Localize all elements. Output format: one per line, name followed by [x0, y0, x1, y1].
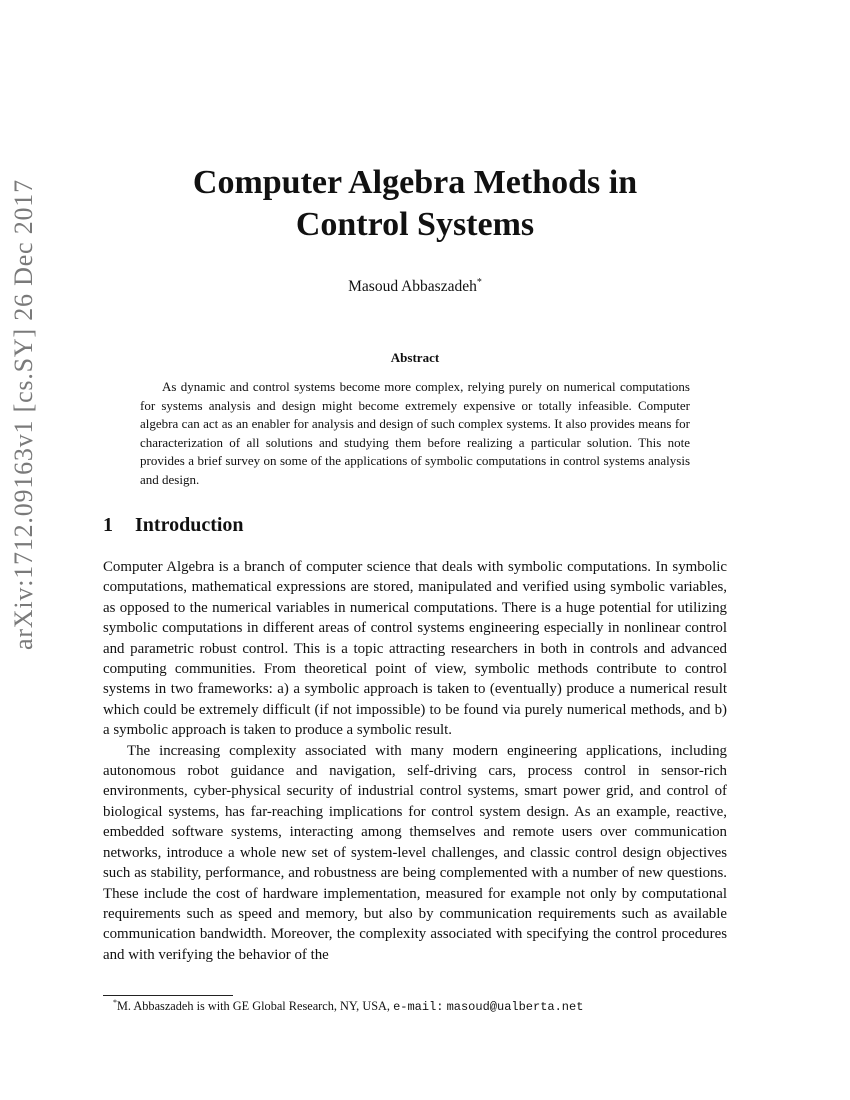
author-name: Masoud Abbaszadeh: [348, 278, 477, 296]
section-heading: [103, 514, 244, 537]
abstract-heading: Abstract: [390, 350, 440, 365]
paper-title: [0, 162, 830, 246]
footnote-divider: [103, 995, 233, 996]
footnote-text: M. Abbaszadeh is with GE Global Research, NY, USA,: [117, 999, 390, 1014]
author-line: [0, 277, 830, 296]
footnote-mark: *: [113, 998, 117, 1007]
body-text: [103, 557, 727, 965]
footnote: [113, 998, 583, 1014]
footnote-email-label: e-mail:: [393, 1000, 444, 1015]
body-paragraph-2: The increasing complexity associated with many modern engineering applications, including autonomous robot guidance and navigation, self-driving cars, process control in sensor-rich environments, cyber-physical security of industrial control systems, smart power grid, and control of biological systems, has far-reaching implications for control system design. As an example, reactive, embedded software systems, interacting among themselves and remote users over communication networks, introduce a whole new set of system-level challenges, and classic control design objectives such as stability, performance, and robustness are being complemented with a number of new questions. These include the cost of hardware implementation, measured for example not only by computational requirements such as speed and memory, but also by communication requirements such as available communication bandwidth. Moreover, the complexity associated with specifying the control procedures and with verifying the behavior of the: [103, 742, 727, 963]
body-paragraph-1: Computer Algebra is a branch of computer science that deals with symbolic computations. In symbolic computations, mathematical expressions are stored, manipulated and verified using symbolic variables, as opposed to the numerical variables in numerical computations. There is a huge potential for utilizing symbolic computations in different areas of control systems engineering especially in nonlinear control and parametric robust control. This is a topic attracting researchers in both in controls and advanced computing communities. From theoretical point of view, symbolic methods contribute to control systems in two frameworks: a) a symbolic approach is taken to (eventually) produce a numerical result which could be extremely difficult (if not impossible) to be found via purely numerical methods, and b) a symbolic approach is taken to produce a symbolic result.: [103, 559, 727, 739]
section-title: Introduction: [135, 514, 244, 536]
footnote-email: masoud@ualberta.net: [446, 1000, 584, 1015]
paper-title-line-1: Computer Algebra Methods in: [192, 164, 638, 201]
abstract-text: As dynamic and control systems become more complex, relying purely on numerical computations for systems analysis and design might become extremely expensive or totally infeasible. Computer algebra can act as an enabler for analysis and design of such complex systems. It also provides means for characterization of all solutions and studying them before realizing a particular solution. This note provides a brief survey on some of the applications of symbolic computations in control systems analysis and design.: [140, 379, 690, 487]
section-number: 1: [103, 514, 113, 536]
author-footnote-mark: *: [476, 277, 482, 288]
arxiv-identifier-stamp: arXiv:1712.09163v1 [cs.SY] 26 Dec 2017: [9, 179, 38, 650]
paper-title-line-2: Control Systems: [295, 206, 535, 243]
